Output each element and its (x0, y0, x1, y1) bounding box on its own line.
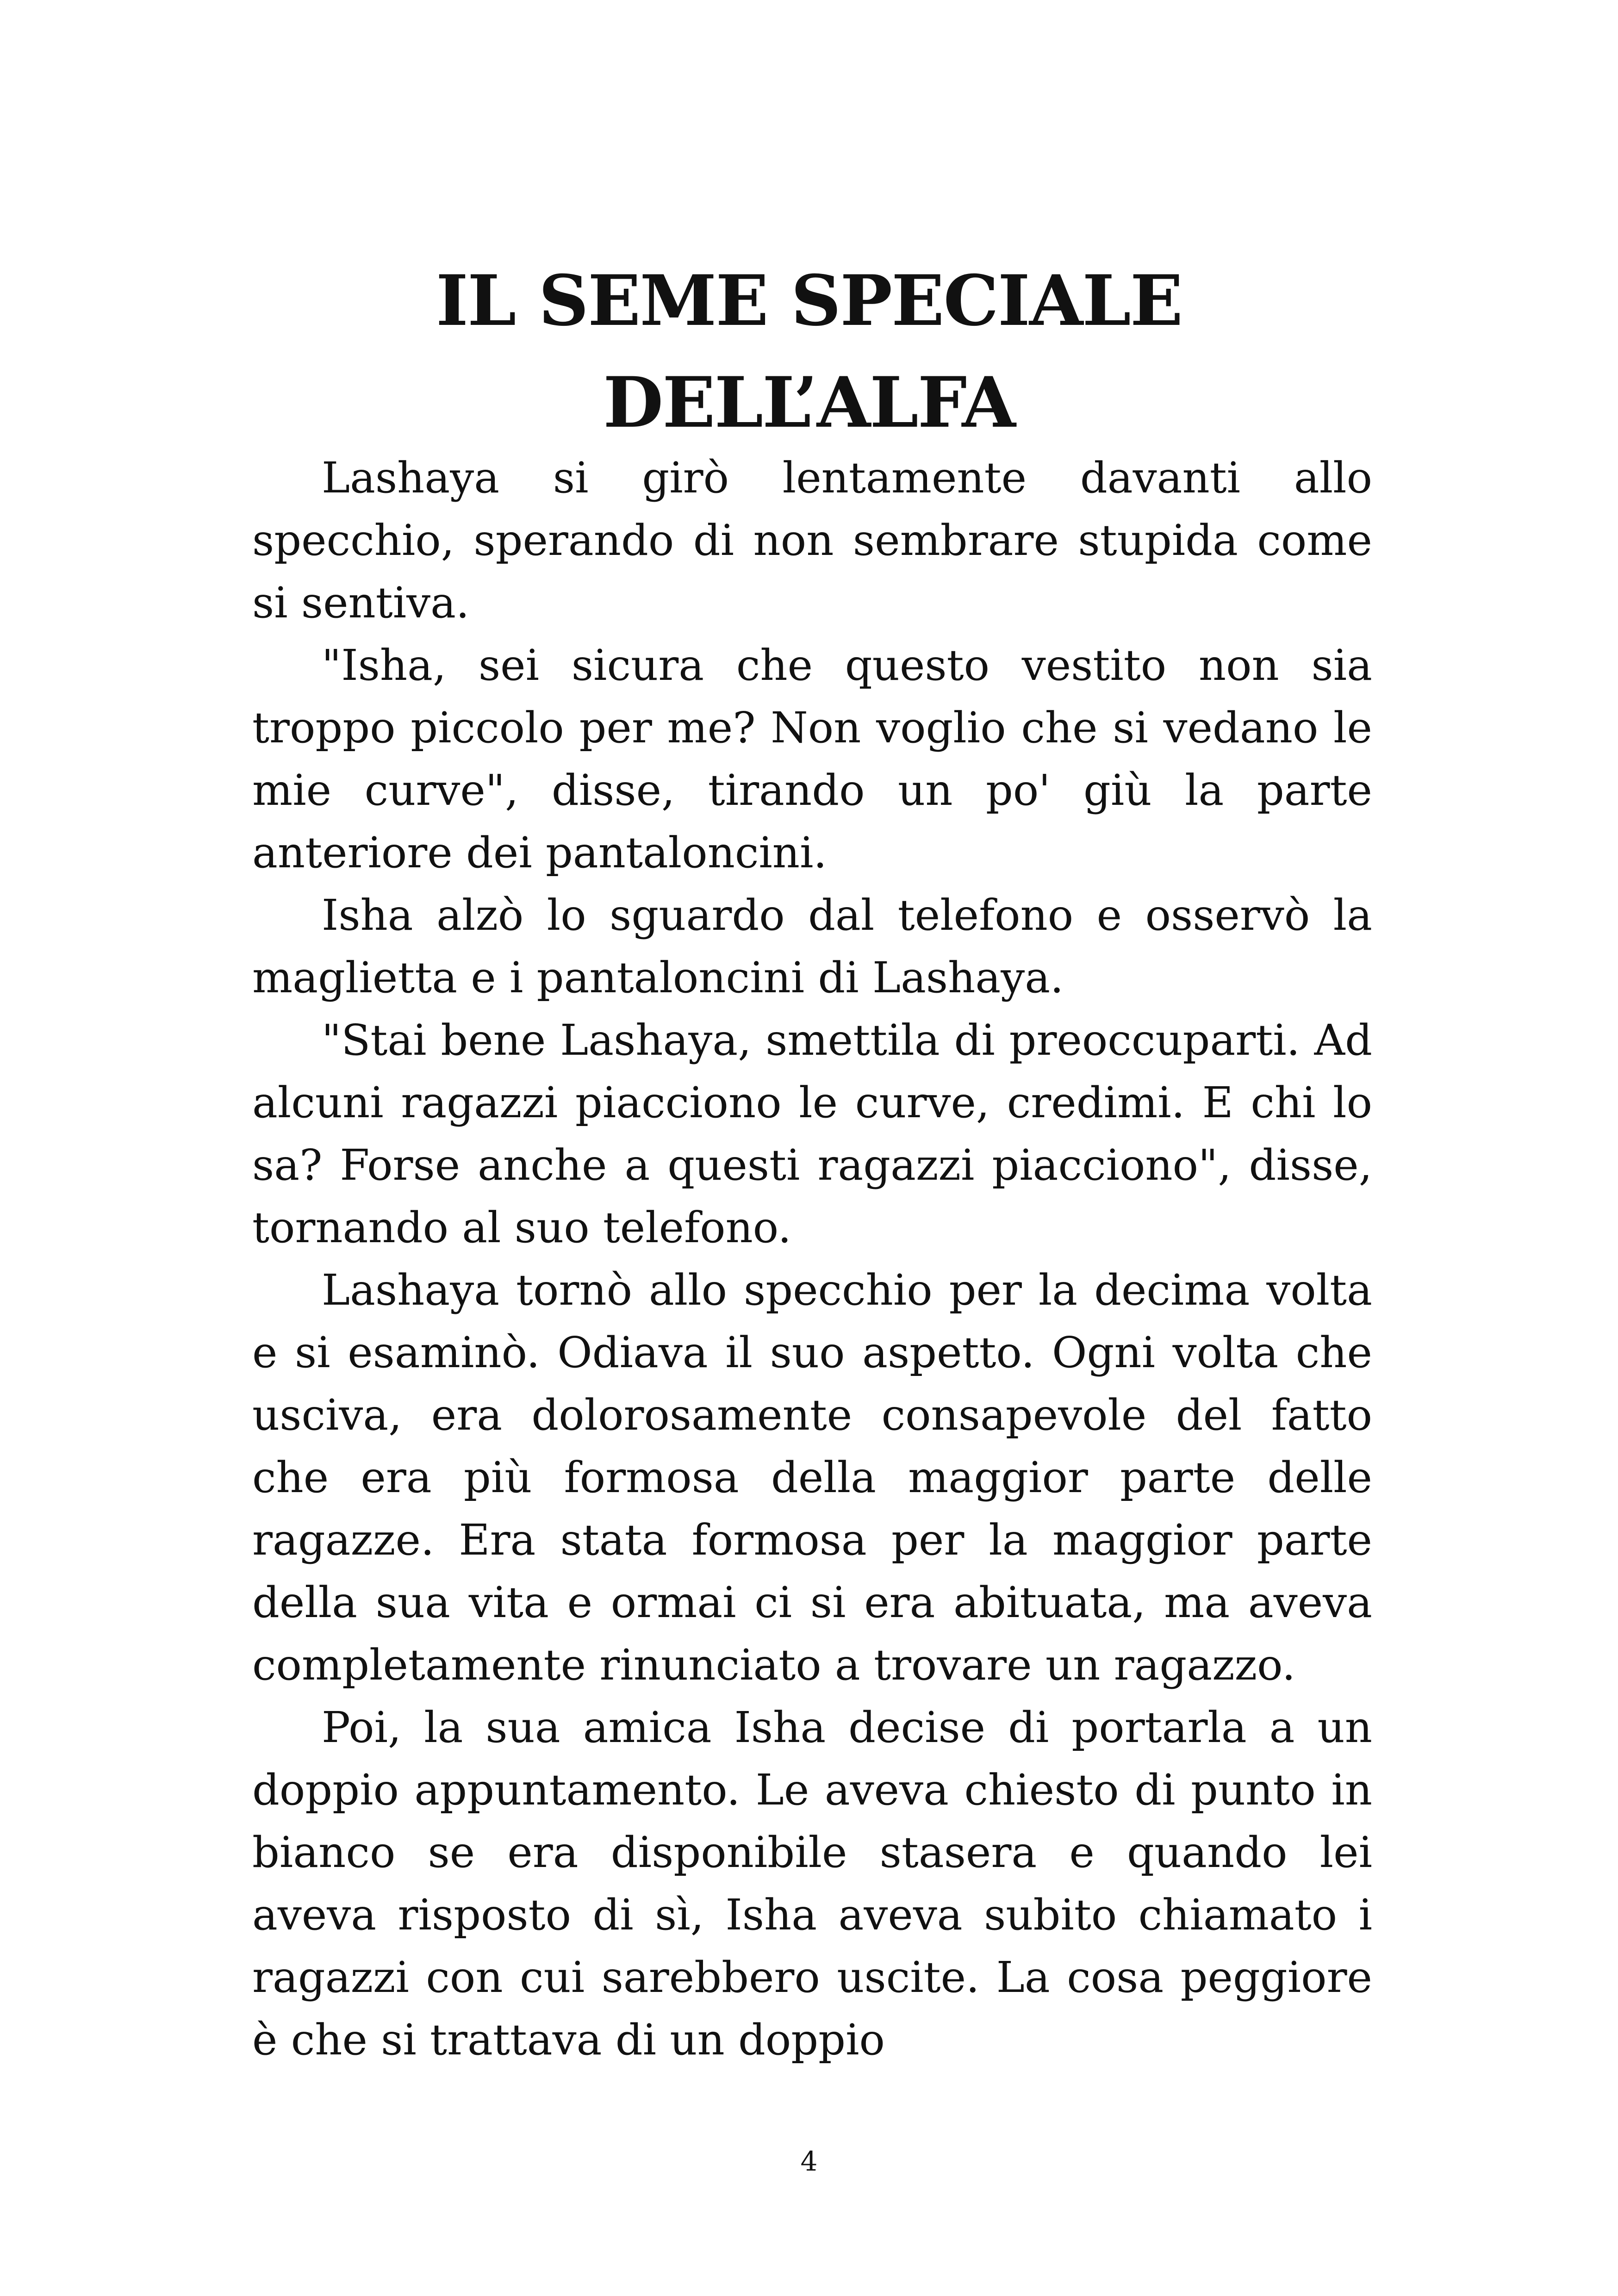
page-number: 4 (800, 2146, 818, 2177)
paragraph: Poi, la sua amica Isha decise di portarla a un doppio appuntamento. Le aveva chiesto di punto in bianco se era disponibile stasera e quando lei aveva risposto di sì, Isha aveva subito chiamato i ragazzi con cui sarebbero uscite. La cosa peggiore è che si trattava di un doppio (252, 1703, 1372, 2065)
body-text (252, 447, 1372, 2071)
paragraph: Isha alzò lo sguardo dal telefono e osservò la maglietta e i pantaloncini di Lashaya. (252, 890, 1372, 1002)
paragraph: Lashaya si girò lentamente davanti allo specchio, sperando di non sembrare stupida come si sentiva. (252, 453, 1372, 628)
chapter-title: IL SEME SPECIALE DELL’ALFA (436, 260, 1182, 443)
paragraph: "Stai bene Lashaya, smettila di preoccuparti. Ad alcuni ragazzi piacciono le curve, credimi. E chi lo sa? Forse anche a questi ragazzi piacciono", disse, tornando al suo telefono. (252, 1015, 1372, 1252)
paragraph: "Isha, sei sicura che questo vestito non sia troppo piccolo per me? Non voglio che si vedano le mie curve", disse, tirando un po' giù la parte anteriore dei pantaloncini. (252, 641, 1372, 877)
paragraph: Lashaya tornò allo specchio per la decima volta e si esaminò. Odiava il suo aspetto. Ogni volta che usciva, era dolorosamente consapevole del fatto che era più formosa della maggior parte delle ragazze. Era stata formosa per la maggior parte della sua vita e ormai ci si era abituata, ma aveva completamente rinunciato a trovare un ragazzo. (252, 1265, 1372, 1690)
